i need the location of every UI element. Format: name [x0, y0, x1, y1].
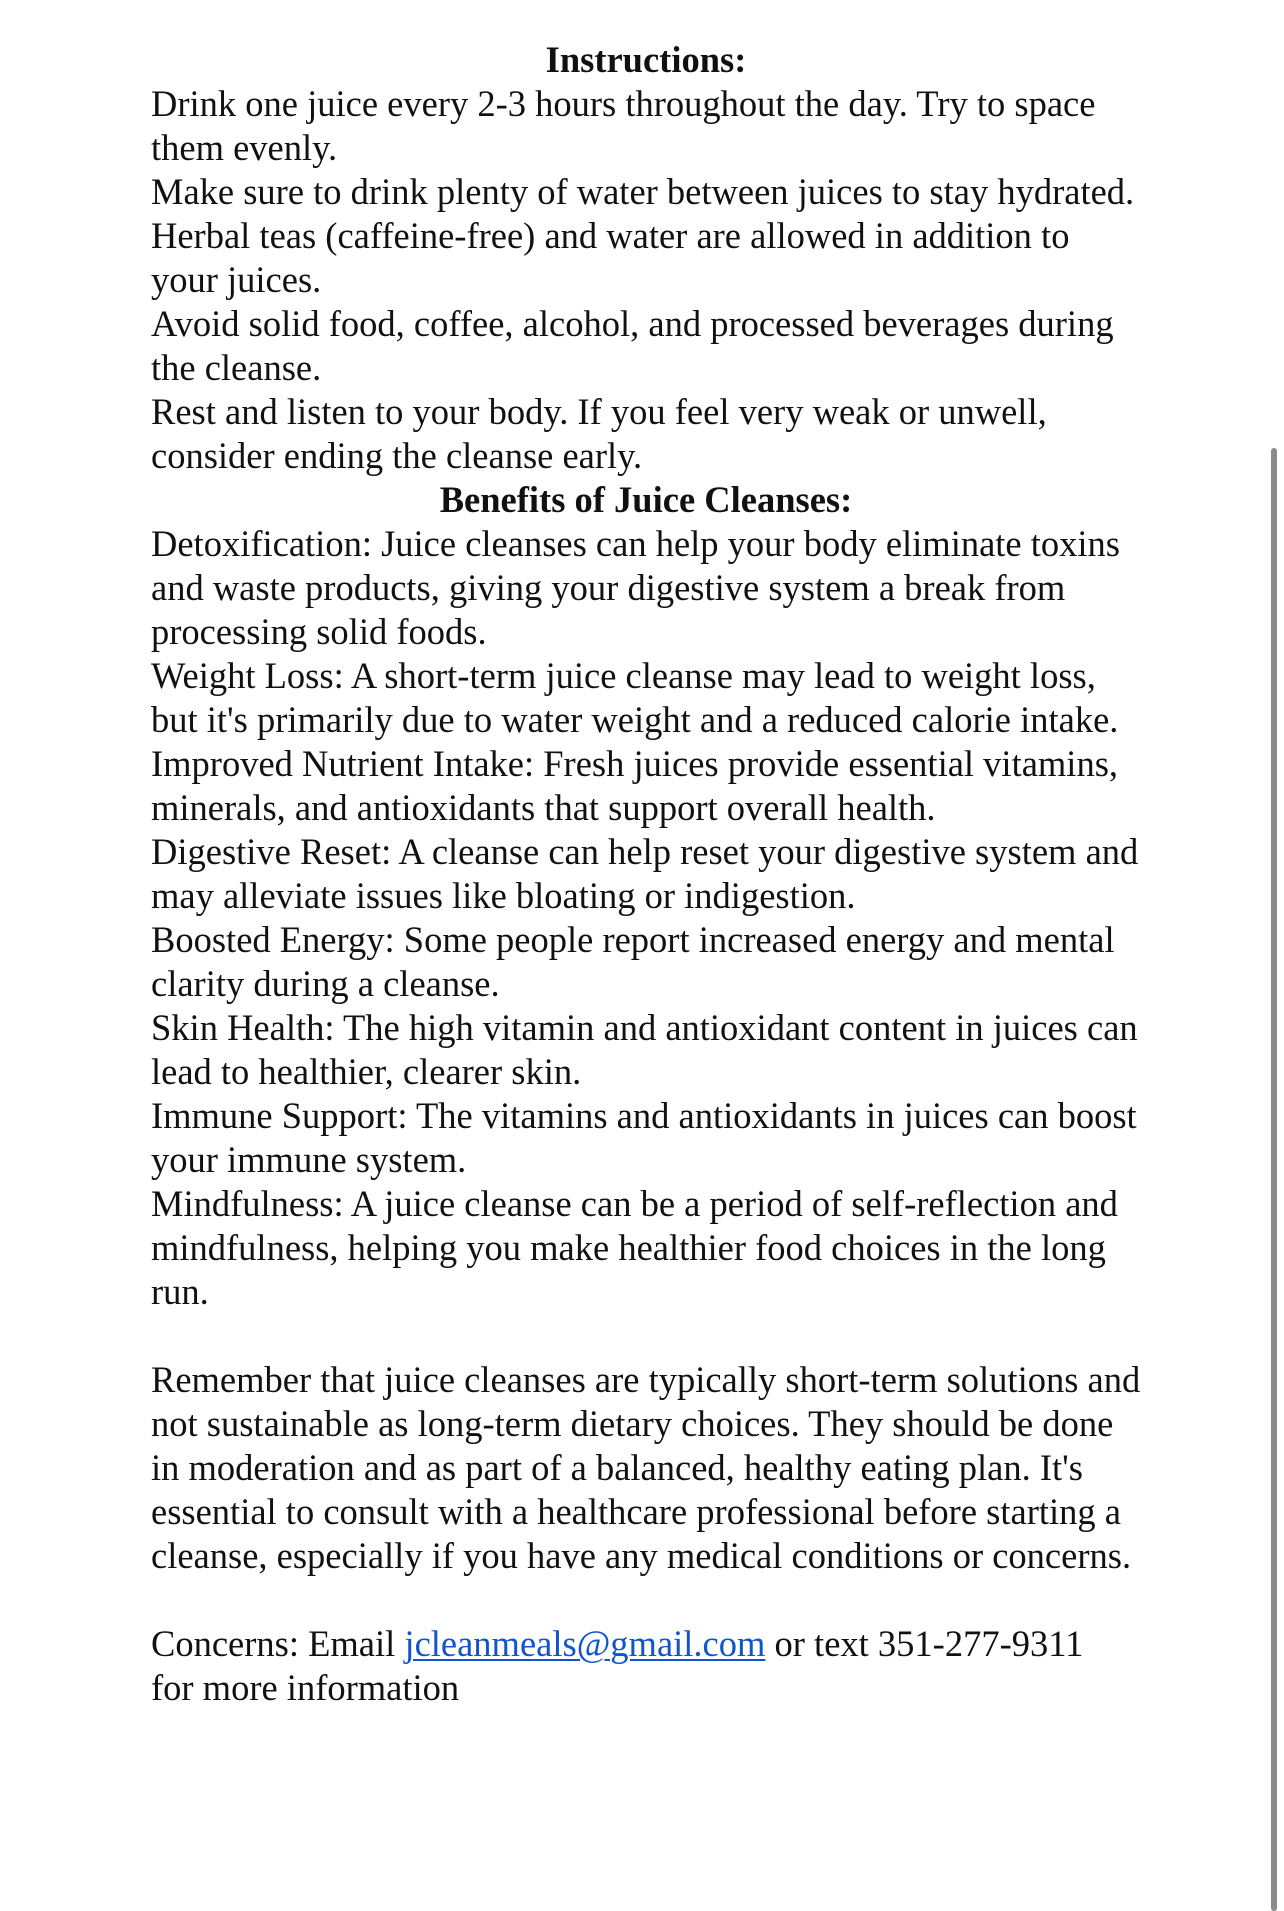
contact-paragraph	[151, 1622, 1141, 1710]
instruction-item: Avoid solid food, coffee, alcohol, and processed beverages during the cleanse.	[151, 303, 1114, 388]
benefits-list	[151, 522, 1141, 1314]
benefit-item: Improved Nutrient Intake: Fresh juices provide essential vitamins, minerals, and antioxidants that support overall health.	[151, 743, 1119, 828]
benefit-item: Mindfulness: A juice cleanse can be a period of self-reflection and mindfulness, helping you make healthier food choices in the long run.	[151, 1183, 1118, 1312]
benefit-item: Skin Health: The high vitamin and antioxidant content in juices can lead to healthier, clearer skin.	[151, 1007, 1138, 1092]
reminder-paragraph: Remember that juice cleanses are typically short-term solutions and not sustainable as long-term dietary choices. They should be done in moderation and as part of a balanced, healthy eating plan. It's essential to consult with a healthcare professional before starting a cleanse, especially if you have any medical conditions or concerns.	[151, 1359, 1141, 1576]
contact-suffix: for more information	[151, 1667, 460, 1708]
vertical-scrollbar[interactable]	[1271, 448, 1277, 1911]
instruction-item: Make sure to drink plenty of water between juices to stay hydrated.	[151, 171, 1135, 212]
instruction-item: Drink one juice every 2-3 hours throughout the day. Try to space them evenly.	[151, 83, 1096, 168]
contact-phone-text: or text 351-277-9311	[765, 1623, 1084, 1664]
instructions-heading: Instructions:	[545, 39, 747, 80]
benefit-item: Digestive Reset: A cleanse can help reset your digestive system and may alleviate issues like bloating or indigestion.	[151, 831, 1139, 916]
email-link[interactable]: jcleanmeals@gmail.com	[404, 1623, 766, 1664]
instructions-list	[151, 82, 1141, 478]
paragraph-spacer	[151, 1314, 1141, 1358]
benefit-item: Boosted Energy: Some people report increased energy and mental clarity during a cleanse.	[151, 919, 1115, 1004]
benefits-heading: Benefits of Juice Cleanses:	[439, 479, 853, 520]
benefit-item: Detoxification: Juice cleanses can help your body eliminate toxins and waste products, giving your digestive system a break from processing solid foods.	[151, 523, 1120, 652]
contact-prefix: Concerns: Email	[151, 1623, 405, 1664]
benefit-item: Weight Loss: A short-term juice cleanse may lead to weight loss, but it's primarily due to water weight and a reduced calorie intake.	[151, 655, 1119, 740]
benefit-item: Immune Support: The vitamins and antioxidants in juices can boost your immune system.	[151, 1095, 1137, 1180]
paragraph-spacer	[151, 1578, 1141, 1622]
instruction-item: Rest and listen to your body. If you feel very weak or unwell, consider ending the cleanse early.	[151, 391, 1047, 476]
instruction-item: Herbal teas (caffeine-free) and water are allowed in addition to your juices.	[151, 215, 1070, 300]
document-body	[151, 38, 1141, 1710]
